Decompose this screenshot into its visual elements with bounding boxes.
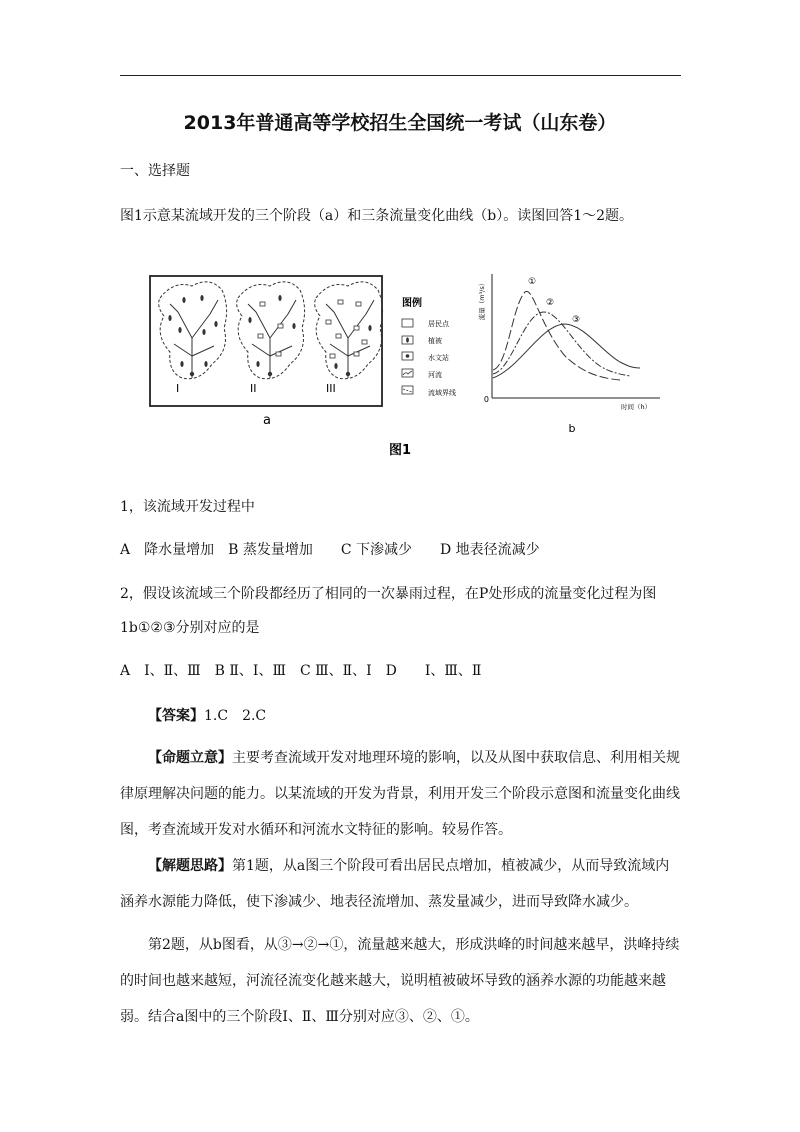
legend-item-settlement: 居民点 xyxy=(428,320,449,328)
panel-a-frame xyxy=(150,276,382,406)
basin-stage-1 xyxy=(159,282,227,379)
page-title: 2013年普通高等学校招生全国统一考试（山东卷） xyxy=(183,112,617,134)
legend-item-station: 水文站 xyxy=(428,354,449,362)
legend-item-vegetation: 植被 xyxy=(428,337,442,345)
intent-text: 主要考查流域开发对地理环境的影响，以及从图中获取信息、利用相关规律原理解决问题的能力。以某流域的开发为背景，利用开发三个阶段示意图和流量变化曲线图，考查流域开发对水循环和河流水文特征的影响。较易作答。 xyxy=(120,750,680,838)
legend-item-boundary: 流域界线 xyxy=(428,389,456,397)
panel-b-label: b xyxy=(568,422,576,435)
curve-label-2: ② xyxy=(546,298,555,308)
q2-options: A Ⅰ、Ⅱ、Ⅲ B Ⅱ、Ⅰ、Ⅲ C Ⅲ、Ⅱ、Ⅰ D Ⅰ、Ⅲ、Ⅱ xyxy=(120,663,482,679)
q2-stem-line2: 1b①②③分别对应的是 xyxy=(120,620,260,636)
stage-label-2: II xyxy=(250,382,257,395)
q1-options: A 降水量增加 B 蒸发量增加 C 下渗减少 D 地表径流减少 xyxy=(120,542,540,558)
vegetation-symbol xyxy=(406,337,409,342)
stage-label-1: I xyxy=(176,382,180,395)
legend-title: 图例 xyxy=(402,298,422,309)
q1-stem: 1，该流域开发过程中 xyxy=(120,499,255,515)
answer-text: 1.C 2.C xyxy=(204,708,267,724)
header-rule xyxy=(120,75,681,76)
figure-1 xyxy=(140,268,660,464)
q2-stem-line1: 2，假设该流域三个阶段都经历了相同的一次暴雨过程，在P处形成的流量变化过程为图 xyxy=(120,586,657,602)
answer xyxy=(148,705,266,725)
intro-text: 图1示意某流域开发的三个阶段（a）和三条流量变化曲线（b）。读图回答1～2题。 xyxy=(120,208,634,224)
approach-paragraph xyxy=(120,848,682,920)
panel-a-label: a xyxy=(263,413,271,428)
figure-caption: 图1 xyxy=(388,443,412,458)
approach-text-2: 第2题，从b图看，从③→②→①，流量越来越大，形成洪峰的时间越来越早，洪峰持续的时间也越来越短，河流径流变化越来越大，说明植被破坏导致的涵养水源的功能越来越弱。结合a图中的三个阶段Ⅰ、Ⅱ、Ⅲ分别对应③、②、①。 xyxy=(120,937,680,1025)
section-heading: 一、选择题 xyxy=(120,163,190,179)
curve-3 xyxy=(493,324,640,378)
approach-label: 【解题思路】 xyxy=(148,858,232,874)
answer-label: 【答案】 xyxy=(148,708,204,724)
origin-label: 0 xyxy=(483,395,489,404)
intent-paragraph xyxy=(120,740,682,848)
x-axis-label: 时间（h） xyxy=(620,403,652,411)
settlement-symbol xyxy=(402,319,413,327)
legend-item-river: 河流 xyxy=(428,371,442,379)
stage-label-3: III xyxy=(326,382,336,395)
basin-stage-2 xyxy=(237,282,305,379)
curve-label-1: ① xyxy=(528,277,537,287)
curve-label-3: ③ xyxy=(572,315,581,325)
basin-stage-3 xyxy=(315,282,383,379)
legend xyxy=(402,296,456,397)
intent-label: 【命题立意】 xyxy=(148,750,232,766)
station-symbol xyxy=(406,354,410,358)
approach-paragraph-2 xyxy=(120,927,682,1035)
y-axis-label: 流量（m³/s） xyxy=(478,279,486,321)
approach-text: 第1题，从a图三个阶段可看出居民点增加，植被减少，从而导致流域内涵养水源能力降低，使下渗减少、地表径流增加、蒸发量减少，进而导致降水减少。 xyxy=(120,858,670,910)
panel-b-chart xyxy=(477,274,660,411)
